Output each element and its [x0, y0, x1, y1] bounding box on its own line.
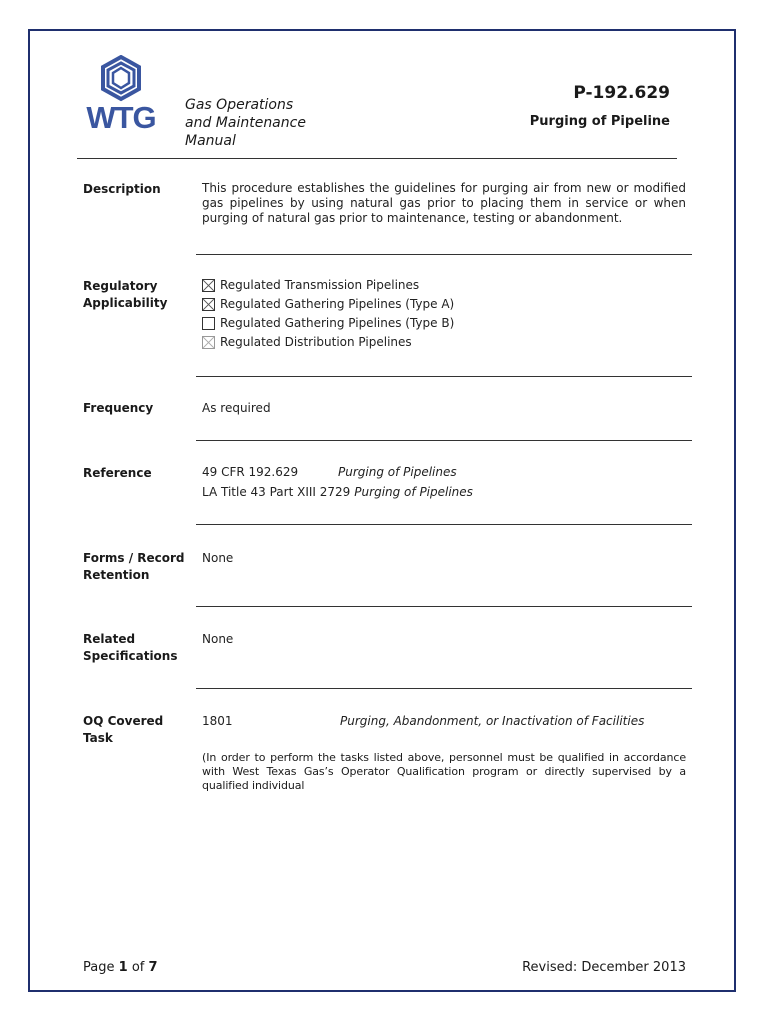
- frequency-value: As required: [202, 401, 271, 415]
- section-divider: [196, 440, 692, 441]
- oq-task-title: Purging, Abandonment, or Inactivation of Facilities: [340, 714, 645, 728]
- description-label: Description: [83, 182, 161, 196]
- regulatory-label: Regulatory Applicability: [83, 279, 168, 310]
- checklist-item: [202, 333, 686, 352]
- related-label: Related Specifications: [83, 632, 178, 663]
- regulatory-checklist: [202, 276, 686, 352]
- description-text: This procedure establishes the guidelines for purging air from new or modified gas pipelines by using natural gas prior to placing them in service or when purging of natural gas prior to maintenance, testing or abandonment.: [202, 181, 686, 225]
- page-of: of: [131, 960, 145, 975]
- page-current: 1: [118, 960, 128, 975]
- checklist-item: [202, 276, 686, 295]
- oq-note: (In order to perform the tasks listed above, personnel must be qualified in accordance with West Texas Gas’s Operator Qualification program or directly supervised by a qualified individual: [202, 751, 686, 792]
- checked-box-icon: [202, 298, 215, 311]
- checklist-item: [202, 314, 686, 333]
- manual-title: Gas Operations and Maintenance Manual: [185, 97, 306, 149]
- section-divider: [196, 688, 692, 689]
- section-divider: [196, 376, 692, 377]
- section-divider: [196, 254, 692, 255]
- forms-label: Forms / Record Retention: [83, 551, 185, 582]
- oq-label: OQ Covered Task: [83, 714, 164, 745]
- reference-code: LA Title 43 Part XIII 2729: [202, 484, 351, 499]
- page-prefix: Page: [83, 960, 115, 975]
- oq-task-code: 1801: [202, 714, 233, 728]
- checked-box-icon: [202, 279, 215, 292]
- reference-list: [202, 462, 686, 502]
- reference-row: [202, 462, 686, 482]
- checklist-item-label: Regulated Transmission Pipelines: [220, 278, 420, 292]
- section-divider: [196, 524, 692, 525]
- forms-value: None: [202, 551, 234, 565]
- reference-title: Purging of Pipelines: [338, 464, 457, 479]
- checklist-item: [202, 295, 686, 314]
- document-title: Purging of Pipeline: [529, 114, 670, 129]
- checklist-item-label: Regulated Gathering Pipelines (Type A): [220, 297, 455, 311]
- reference-row: [202, 482, 686, 502]
- related-value: None: [202, 632, 234, 646]
- frequency-label: Frequency: [83, 401, 154, 415]
- page-total: 7: [148, 960, 158, 975]
- empty-box-icon: [202, 317, 215, 330]
- document-number: P-192.629: [573, 83, 670, 103]
- revised-date: Revised: December 2013: [522, 960, 686, 975]
- checklist-item-label: Regulated Distribution Pipelines: [220, 335, 412, 349]
- oq-task-row: [202, 714, 686, 729]
- checklist-item-label: Regulated Gathering Pipelines (Type B): [220, 316, 455, 330]
- reference-title: Purging of Pipelines: [354, 484, 473, 499]
- header-divider: [77, 158, 677, 159]
- reference-label: Reference: [83, 466, 152, 480]
- section-divider: [196, 606, 692, 607]
- page-number: [83, 960, 158, 975]
- checked-box-icon: [202, 336, 215, 349]
- page-border: [28, 29, 736, 992]
- reference-code: 49 CFR 192.629: [202, 464, 299, 479]
- logo-text: WTG: [86, 100, 156, 135]
